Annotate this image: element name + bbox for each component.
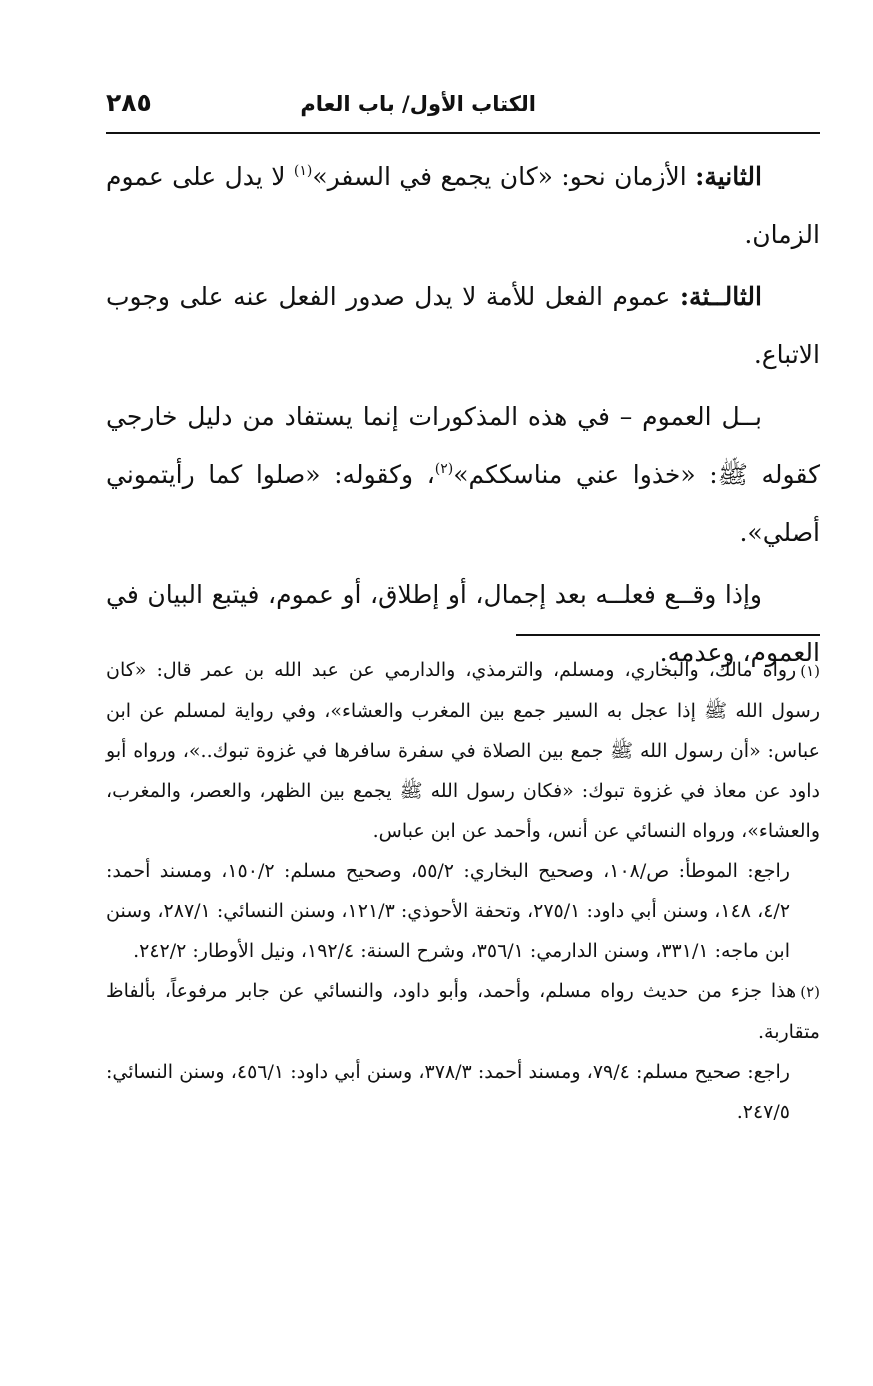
paragraph-third	[106, 268, 820, 384]
footnote-1-references: راجع: الموطأ: ص/١٠٨، وصحيح البخاري: ٥٥/٢، وصحيح مسلم: ١٥٠/٢، ومسند أحمد: ٤/٢، ١٤٨، وسنن أبي داود: ٢٧٥/١، وتحفة الأحوذي: ١٢١/٣، وسنن النسائي: ٢٨٧/١، وسنن ابن ماجه: ٣٣١/١، وسنن الدارمي: ٣٥٦/١، وشرح السنة: ١٩٢/٤، ونيل الأوطار: ٢٤٢/٢.	[106, 860, 791, 962]
footnote-reference[interactable]: (١)	[293, 163, 313, 179]
header-rule	[106, 132, 820, 134]
paragraph-text: ، وكقوله: «صلوا كما رأيتموني أصلي».	[106, 460, 820, 547]
paragraph-lead: الثانية:	[695, 162, 762, 191]
paragraph-text: لا يدل على عموم الزمان.	[106, 162, 820, 249]
paragraph-lead: الثالــثة:	[679, 282, 762, 311]
paragraph-text: الأزمان نحو: «كان يجمع في السفر»	[312, 162, 696, 191]
footnote-separator	[516, 634, 820, 636]
footnote-2-references: راجع: صحيح مسلم: ٧٩/٤، ومسند أحمد: ٣٧٨/٣، وسنن أبي داود: ٤٥٦/١، وسنن النسائي: ٢٤٧/٥.	[106, 1061, 790, 1123]
footnotes	[106, 650, 820, 1132]
paragraph-rather	[106, 388, 820, 562]
paragraph-second	[106, 148, 820, 264]
footnote-marker: (١)	[800, 662, 820, 680]
footnote-2	[106, 971, 820, 1052]
page-number: ٢٨٥	[106, 88, 152, 117]
paragraph-text: وإذا وقــع فعلــه بعد إجمال، أو إطلاق، أو عموم، فيتبع البيان في العموم، وعدمه.	[106, 580, 820, 667]
footnote-text: رواه مالك، والبخاري، ومسلم، والترمذي، والدارمي عن عبد الله بن عمر قال: «كان رسول الله ﷺ إذا عجل به السير جمع بين المغرب والعشاء»، وفي رواية لمسلم عن ابن عباس: «أن رسول الله ﷺ جمع بين الصلاة في سفرة سافرها في غزوة تبوك..»، ورواه أبو داود عن معاذ في غزوة تبوك: «فكان رسول الله ﷺ يجمع بين الظهر، والعصر، والمغرب، والعشاء»، ورواه النسائي عن أنس، وأحمد عن ابن عباس.	[106, 659, 820, 842]
footnote-marker: (٢)	[800, 983, 820, 1001]
footnote-reference[interactable]: (٢)	[434, 461, 454, 477]
running-header	[106, 86, 820, 126]
paragraph-text: عموم الفعل للأمة لا يدل صدور الفعل عنه على وجوب الاتباع.	[106, 282, 820, 369]
paragraph-text: بــل العموم – في هذه المذكورات إنما يستفاد من دليل خارجي كقوله ﷺ: «خذوا عني مناسككم»	[106, 402, 820, 489]
footnote-1	[106, 650, 820, 851]
chapter-title: الكتاب الأول/ باب العام	[300, 92, 536, 116]
footnote-text: هذا جزء من حديث رواه مسلم، وأحمد، وأبو داود، والنسائي عن جابر مرفوعاً، بألفاظ متقاربة.	[106, 980, 820, 1043]
main-text	[106, 148, 820, 686]
